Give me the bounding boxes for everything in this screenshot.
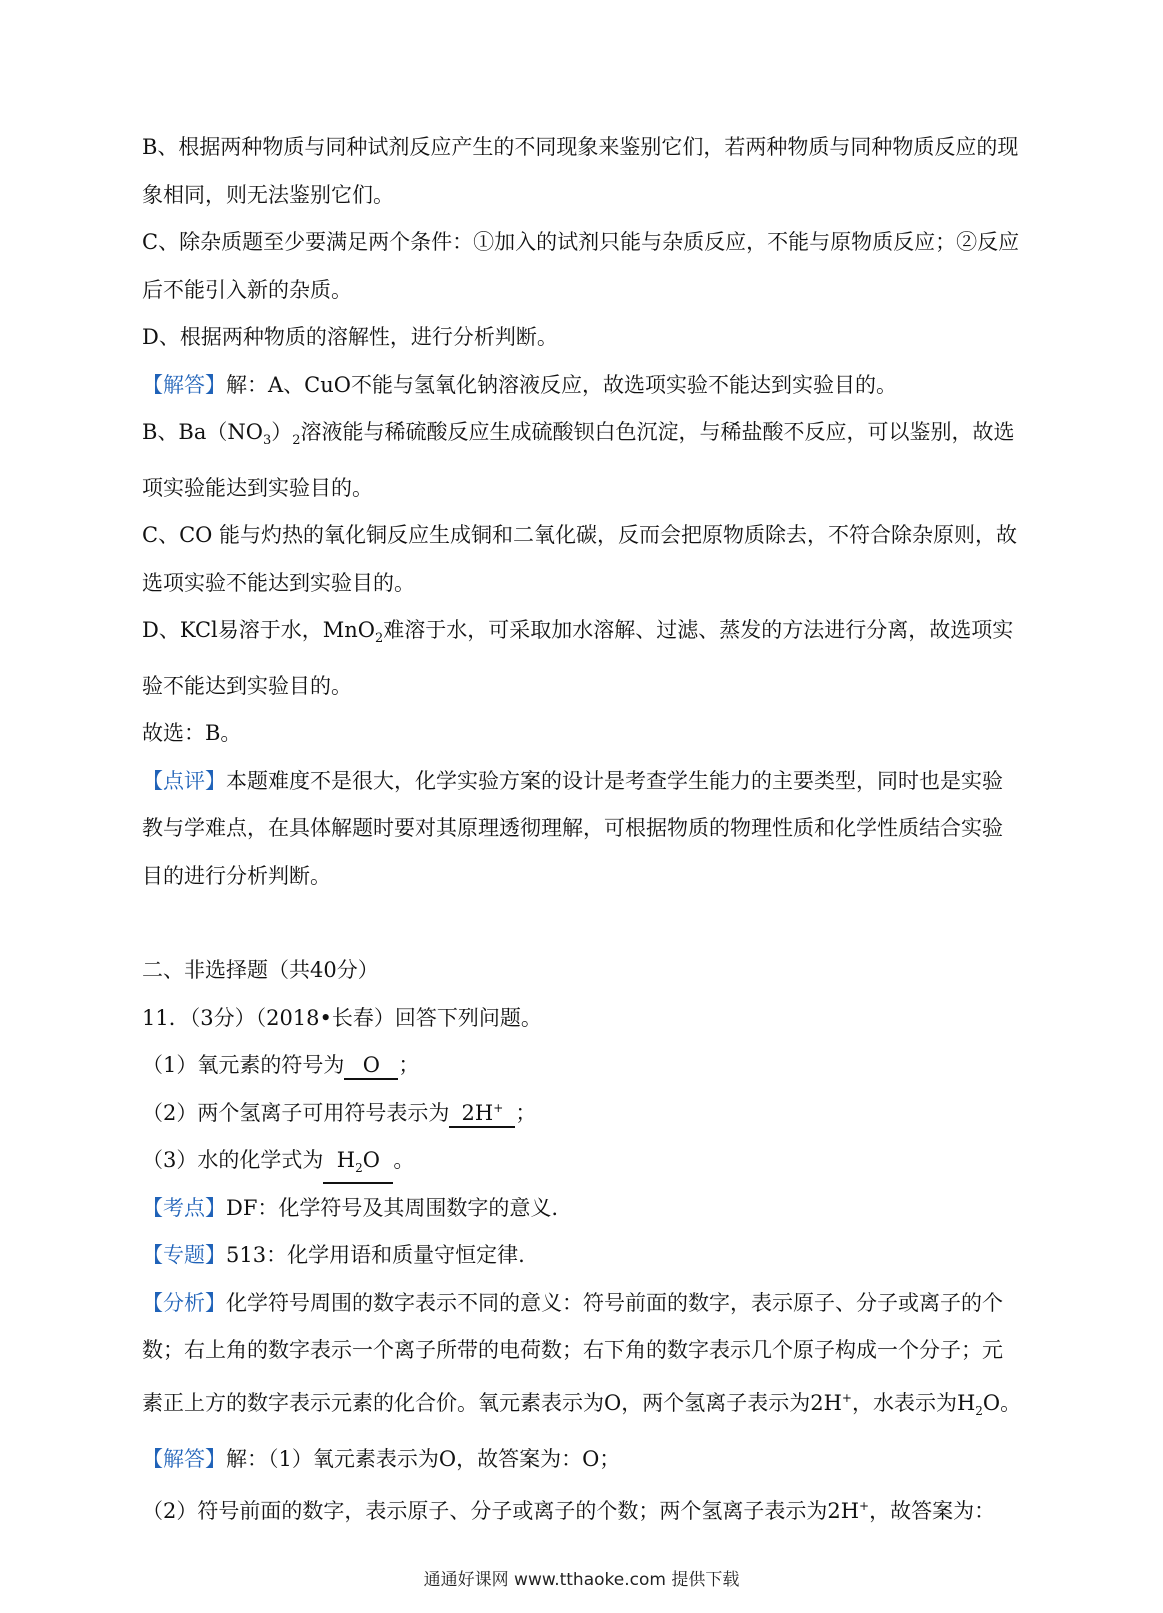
answer-c: C、CO 能与灼热的氧化铜反应生成铜和二氧化碳，反而会把原物质除去，不符合除杂原则，故选项实验不能达到实验目的。: [142, 523, 1018, 595]
analysis-mid: ，水表示为H: [851, 1390, 976, 1415]
superscript: +: [859, 1499, 870, 1514]
answer-d-pre: D、KCl易溶于水，MnO: [142, 618, 375, 643]
answer-11-2-end: ，故答案为：: [869, 1499, 996, 1524]
answer-blank: [323, 1147, 393, 1183]
answer-tag: 【解答】: [142, 1446, 226, 1471]
answer-11-2: [142, 1483, 1022, 1536]
document-body: [142, 124, 1022, 1536]
topic-tag: 【专题】: [142, 1243, 226, 1268]
topic-text: 513：化学用语和质量守恒定律.: [226, 1243, 525, 1268]
knowledge-text: DF：化学符号及其周围数字的意义.: [226, 1195, 559, 1220]
superscript: +: [841, 1390, 852, 1405]
question-11: 11．（3分）（2018•长春）回答下列问题。: [142, 1005, 542, 1030]
answer-value: H: [336, 1148, 356, 1173]
analysis-d: D、根据两种物质的溶解性，进行分析判断。: [142, 325, 558, 349]
spacer: [142, 900, 1022, 947]
answer-b-mid: ）: [271, 420, 293, 444]
part-2-prompt: （2）两个氢离子可用符号表示为: [142, 1100, 450, 1125]
part-3-end: 。: [393, 1148, 415, 1173]
answer-11-1-text: 解：（1）氧元素表示为O，故答案为：O；: [226, 1446, 621, 1471]
part-2-end: ；: [515, 1100, 537, 1125]
answer-b-pre: B、Ba（NO: [142, 420, 263, 444]
answer-d-post: 难溶于水，可采取加水溶解、过滤、蒸发的方法进行分离，故选项实验不能达到实验目的。: [142, 618, 1014, 698]
analysis-text: 化学符号周围的数字表示不同的意义：符号前面的数字，表示原子、分子或离子的个数；右上角的数字表示一个离子所带的电荷数；右下角的数字表示几个原子构成一个分子；元素正上方的数字表示元素的化合价。氧元素表示为O，两个氢离子表示为2H: [142, 1290, 1003, 1415]
answer-value: O: [362, 1148, 380, 1173]
part-1-prompt: （1）氧元素的符号为: [142, 1053, 345, 1078]
comment-text: 本题难度不是很大，化学实验方案的设计是考查学生能力的主要类型，同时也是实验教与学难点，在具体解题时要对其原理透彻理解，可根据物质的物理性质和化学性质结合实验目的进行分析判断。: [142, 768, 1003, 888]
subscript: 3: [262, 433, 272, 449]
comment-tag: 【点评】: [142, 768, 226, 793]
answer-tag: 【解答】: [142, 372, 226, 397]
part-3-prompt: （3）水的化学式为: [142, 1148, 324, 1173]
question-11-part-1: [142, 1042, 1022, 1090]
part-1-end: ；: [398, 1053, 420, 1078]
subscript: 2: [975, 1404, 983, 1419]
answer-a: [142, 362, 1022, 410]
analysis-tag: 【分析】: [142, 1290, 226, 1315]
subscript: 2: [375, 631, 384, 647]
knowledge-point: [142, 1185, 1022, 1233]
question-11-part-3: [142, 1137, 1022, 1185]
answer-value: 2H: [461, 1100, 494, 1125]
superscript: +: [493, 1100, 504, 1115]
answer-d: [142, 607, 1022, 710]
analysis-end: O。: [982, 1390, 1022, 1415]
analysis-b: B、根据两种物质与同种试剂反应产生的不同现象来鉴别它们，若两种物质与同种物质反应的现象相同，则无法鉴别它们。: [142, 135, 1019, 207]
answer-a-text: 解：A、CuO不能与氢氧化钠溶液反应，故选项实验不能达到实验目的。: [226, 372, 897, 397]
analysis: [142, 1280, 1022, 1436]
answer-blank: O: [344, 1052, 398, 1080]
question-11-part-2: [142, 1090, 1022, 1138]
answer-b-post: 溶液能与稀硫酸反应生成硫酸钡白色沉淀，与稀盐酸不反应，可以鉴别，故选项实验能达到实验目的。: [142, 420, 1015, 500]
subscript: 2: [292, 433, 301, 449]
page-footer: 通通好课网 www.tthaoke.com 提供下载: [423, 1570, 740, 1590]
final-choice: 故选：B。: [142, 721, 242, 746]
analysis-c: C、除杂质题至少要满足两个条件：①加入的试剂只能与杂质反应，不能与原物质反应；②反应后不能引入新的杂质。: [142, 230, 1020, 302]
answer-11-1: [142, 1436, 1022, 1484]
section-heading: 二、非选择题（共40分）: [142, 958, 379, 983]
subscript: 2: [355, 1161, 363, 1176]
answer-b: [142, 409, 1022, 512]
answer-11-2-text: （2）符号前面的数字，表示原子、分子或离子的个数；两个氢离子表示为2H: [142, 1499, 860, 1524]
topic: [142, 1232, 1022, 1280]
comment: [142, 758, 1022, 901]
answer-blank: [449, 1095, 515, 1128]
knowledge-tag: 【考点】: [142, 1195, 226, 1220]
